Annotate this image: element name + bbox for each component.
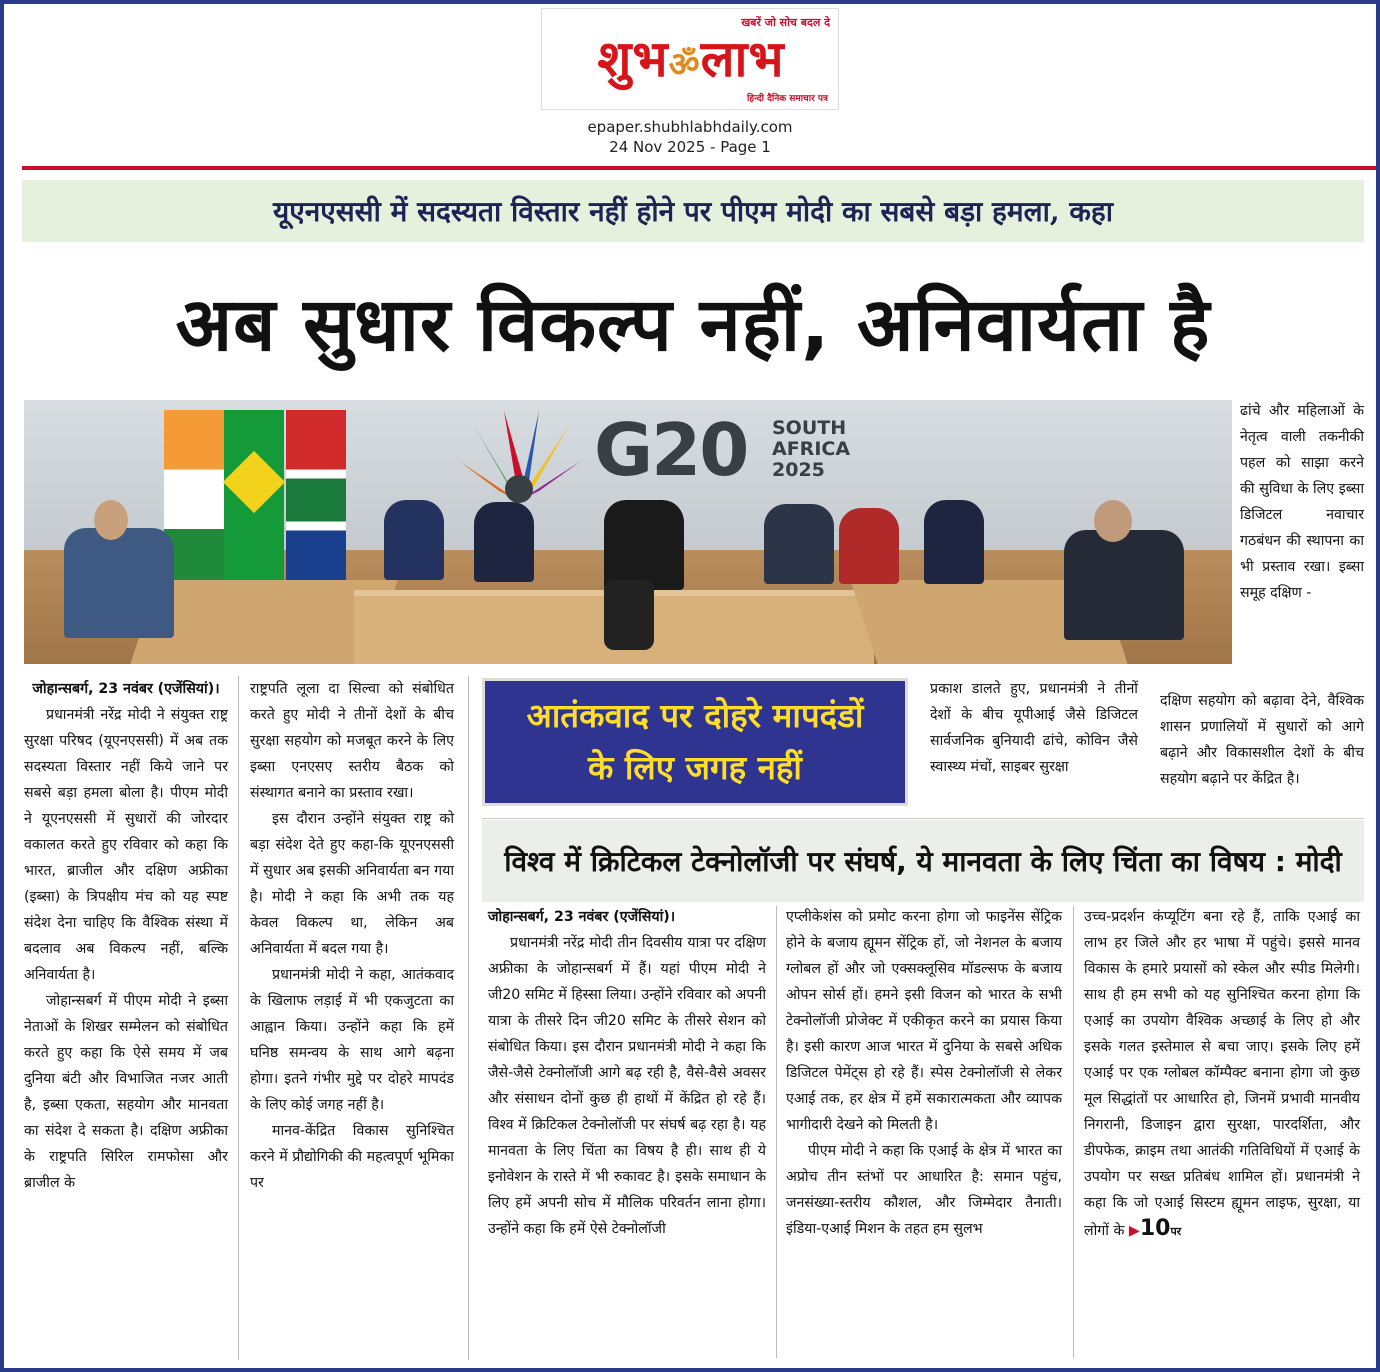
g20-sub-line1: SOUTH xyxy=(772,417,847,439)
brazil-flag-icon xyxy=(224,410,284,590)
delegate-center-3 xyxy=(604,500,684,590)
logo-word-right: लाभ xyxy=(700,29,785,88)
header-divider xyxy=(22,166,1376,170)
story1-col-b-para-4: मानव-केंद्रित विकास सुनिश्चित करने में प्रौद्योगिकी की महत्वपूर्ण भूमिका पर xyxy=(250,1123,454,1191)
story1-column-d-bottom xyxy=(1160,688,1364,792)
story1-col-b-para-1: राष्ट्रपति लूला दा सिल्वा को संबोधित करते हुए मोदी ने तीनों देशों के बीच सुरक्षा सहयोग को मजबूत करने के लिए इब्सा एनएसए स्तरीय बैठक को संस्थागत बनाने का प्रस्ताव रखा। xyxy=(250,681,454,801)
callout-line-1: आतंकवाद पर दोहरे मापदंडों xyxy=(526,696,864,735)
g20-backdrop-subtitle xyxy=(772,418,850,481)
g20-sub-year: 2025 xyxy=(772,459,825,481)
story1-headline: अब सुधार विकल्प नहीं, अनिवार्यता है xyxy=(175,281,1211,368)
story2-headline: विश्व में क्रिटिकल टेक्नोलॉजी पर संघर्ष, ये मानवता के लिए चिंता का विषय : मोदी xyxy=(482,820,1364,902)
delegate-left-head xyxy=(94,500,128,540)
story1-col-d2-para: दक्षिण सहयोग को बढ़ावा देने, वैश्विक शासन प्रणालियों में सुधारों को आगे बढ़ाने और विकासशील देशों के बीच सहयोग बढ़ाने पर केंद्रित है। xyxy=(1160,693,1364,787)
terror-callout-box xyxy=(482,678,908,806)
story2-column-e xyxy=(488,904,766,1242)
column-rule xyxy=(1073,906,1074,1358)
delegate-center-6 xyxy=(924,500,984,584)
newspaper-logo xyxy=(550,29,832,95)
story1-column-d-top xyxy=(1240,398,1364,606)
continued-suffix: पर xyxy=(1170,1225,1182,1238)
story1-column-a xyxy=(24,676,228,1196)
story1-col-a-para-1: प्रधानमंत्री नरेंद्र मोदी ने संयुक्त राष्ट्र सुरक्षा परिषद (यूएनएससी) में अब तक सदस्यता विस्तार नहीं किये जाने पर सबसे बड़ा हमला बोला है। पीएम मोदी ने यूएनएससी में सुधारों की जोरदार वकालत करते हुए रविवार को कहा कि भारत, ब्राजील और दक्षिण अफ्रीका (इब्सा) के त्रिपक्षीय मंच को यह स्पष्ट संदेश देना चाहिए कि वैश्विक संस्था में बदलाव अब विकल्प नहीं, बल्कि अनिवार्यता है। xyxy=(24,707,228,983)
delegate-left xyxy=(64,528,174,638)
story1-dateline: जोहान्सबर्ग, 23 नवंबर (एजेंसियां)। xyxy=(32,681,220,697)
story2-col-e-para: प्रधानमंत्री नरेंद्र मोदी तीन दिवसीय यात्रा पर दक्षिण अफ्रीका के जोहान्सबर्ग में हैं। यहां पीएम मोदी ने जी20 समिट में हिस्सा लिया। उन्होंने रविवार को अपनी यात्रा के तीसरे दिन जी20 समिट के तीसरे सेशन को संबोधित किया। इस दौरान प्रधानमंत्री मोदी ने कहा कि जैसे-जैसे टेक्नोलॉजी आगे बढ़ रही है, वैसे-वैसे अवसर और संसाधन दोनों कुछ ही हाथों में केंद्रित हो रहे हैं। विश्व में क्रिटिकल टेक्नोलॉजी पर संघर्ष बढ़ रहा है। यह मानवता के लिए चिंता का विषय है ही। साथ ही ये इनोवेशन के रास्ते में भी रुकावट है। इसके समाधान के लिए हमें अपनी सोच में मौलिक परिवर्तन लाना होगा। उन्होंने कहा कि हमें ऐसे टेक्नोलॉजी xyxy=(488,935,766,1237)
story1-kicker: यूएनएससी में सदस्यता विस्तार नहीं होने पर पीएम मोदी का सबसे बड़ा हमला, कहा xyxy=(22,180,1364,242)
story1-col-d1-para: ढांचे और महिलाओं के नेतृत्व वाली तकनीकी पहल को साझा करने की सुविधा के लिए इब्सा डिजिटल नवाचार गठबंधन की स्थापना का भी प्रस्ताव रखा। इब्सा समूह दक्षिण - xyxy=(1240,403,1364,601)
story2-col-f-para-1: एप्लीकेशंस को प्रमोट करना होगा जो फाइनेंस सेंट्रिक होने के बजाय ह्यूमन सेंट्रिक हों, जो नेशनल के बजाय ग्लोबल हों और जो एक्सक्लूसिव मॉडल्सफ के बजाय ओपन सोर्स हों। हमने इसी विजन को भारत के सभी टेक्नोलॉजी प्रोजेक्ट में एकीकृत करने का प्रयास किया है। इसी कारण आज भारत में दुनिया के सबसे अधिक डिजिटल पेमेंट्स हो रहे हैं। स्पेस टेक्नोलॉजी से लेकर एआई तक, हर क्षेत्र में हमें सकारात्मकता और व्यापक भागीदारी देखने को मिलती है। xyxy=(786,909,1062,1133)
story2-dateline: जोहान्सबर्ग, 23 नवंबर (एजेंसियां)। xyxy=(488,909,676,925)
story1-col-b-para-2: इस दौरान उन्होंने संयुक्त राष्ट्र को बड़ा संदेश देते हुए कहा-कि यूएनएससी में सुधार अब इसकी अनिवार्यता बन गया है। मोदी ने कहा कि अभी तक यह केवल विकल्प था, लेकिन अब अनिवार्यता में बदल गया है। xyxy=(250,811,454,957)
story1-col-c-para: प्रकाश डालते हुए, प्रधानमंत्री ने तीनों देशों के बीच यूपीआई जैसे डिजिटल सार्वजनिक बुनियादी ढांचे, कोविन जैसे स्वास्थ्य मंचों, साइबर सुरक्षा xyxy=(930,681,1138,775)
south-africa-flag-icon xyxy=(286,410,346,590)
delegate-center-2 xyxy=(474,502,534,582)
story1-column-c xyxy=(930,676,1138,780)
story2-column-f xyxy=(786,904,1062,1242)
story2-col-f-para-2: पीएम मोदी ने कहा कि एआई के क्षेत्र में भारत का अप्रोच तीन स्तंभों पर आधारित है: समान पहुंच, जनसंख्या-स्तरीय कौशल, और जिम्मेदार तैनाती। इंडिया-एआई मिशन के तहत हम सुलभ xyxy=(786,1143,1062,1237)
story2-column-g xyxy=(1084,904,1360,1245)
masthead-subtag: हिन्दी दैनिक समाचार पत्र xyxy=(746,94,828,104)
continued-on-page-link[interactable] xyxy=(1128,1216,1182,1241)
delegate-center-4 xyxy=(764,504,834,584)
camera-icon xyxy=(604,580,654,650)
story1-column-b xyxy=(250,676,454,1196)
g20-sub-line2: AFRICA xyxy=(772,438,851,460)
g20-backdrop-title: G20 xyxy=(594,408,748,492)
edition-date-page: 24 Nov 2025 - Page 1 xyxy=(609,138,771,156)
delegate-center-1 xyxy=(384,500,444,580)
epaper-url[interactable]: epaper.shubhlabhdaily.com xyxy=(587,118,793,136)
story2-col-g-text: उच्च-प्रदर्शन कंप्यूटिंग बना रहे हैं, ताकि एआई का लाभ हर जिले और हर भाषा में पहुंचे। इससे मानव विकास के हमारे प्रयासों को स्केल और स्पीड मिलेगी। साथ ही हम सभी को यह सुनिश्चित करना होगा कि एआई का उपयोग वैश्विक अच्छाई के लिए हो और इसके गलत इस्तेमाल से बचा जाए। इसके लिए हमें एआई पर एक ग्लोबल कॉम्पैक्ट बनाना होगा जो कुछ मूल सिद्धांतों पर आधारित हो, जिनमें प्रभावी मानवीय निगरानी, डिजाइन द्वारा सुरक्षा, पारदर्शिता, और डीपफेक, क्राइम तथा आतंकी गतिविधियों में एआई के उपयोग पर सख्त प्रतिबंध शामिल हों। प्रधानमंत्री ने कहा कि जो एआई सिस्टम ह्यूमन लाइफ, सुरक्षा, या लोगों के xyxy=(1084,909,1360,1239)
column-rule xyxy=(238,676,239,1360)
continued-page-number: 10 xyxy=(1139,1216,1171,1241)
story1-col-a-para-2: जोहान्सबर्ग में पीएम मोदी ने इब्सा नेताओं के शिखर सम्मेलन को संबोधित करते हुए कहा कि ऐसे समय में जब दुनिया बंटी और विभाजित नजर आती है, इब्सा एकता, सहयोग और मानवता का संदेश दे सकता है। दक्षिण अफ्रीका के राष्ट्रपति सिरिल रामफोसा और ब्राजील के xyxy=(24,993,228,1191)
masthead-tagline: खबरें जो सोच बदल दे xyxy=(741,16,830,29)
continued-arrow-icon: ▶ xyxy=(1128,1223,1140,1239)
column-rule xyxy=(468,676,469,1360)
ganesha-icon: ॐ xyxy=(668,45,701,85)
logo-word-left: शुभ xyxy=(597,29,669,88)
story1-col-b-para-3: प्रधानमंत्री मोदी ने कहा, आतंकवाद के खिलाफ लड़ाई में भी एकजुटता का आह्वान किया। उन्होंने कहा कि हमें घनिष्ठ समन्वय के साथ आगे बढ़ना होगा। इतने गंभीर मुद्दे पर दोहरे मापदंड के लिए कोई जगह नहीं है। xyxy=(250,967,454,1113)
column-rule xyxy=(776,906,777,1358)
delegate-center-5 xyxy=(839,508,899,584)
delegate-right xyxy=(1064,530,1184,640)
story2-col-g-para xyxy=(1084,904,1360,1245)
delegate-right-head xyxy=(1094,500,1132,542)
masthead[interactable] xyxy=(541,8,839,110)
g20-meeting-photo xyxy=(24,400,1232,664)
callout-line-2: के लिए जगह नहीं xyxy=(588,748,802,787)
